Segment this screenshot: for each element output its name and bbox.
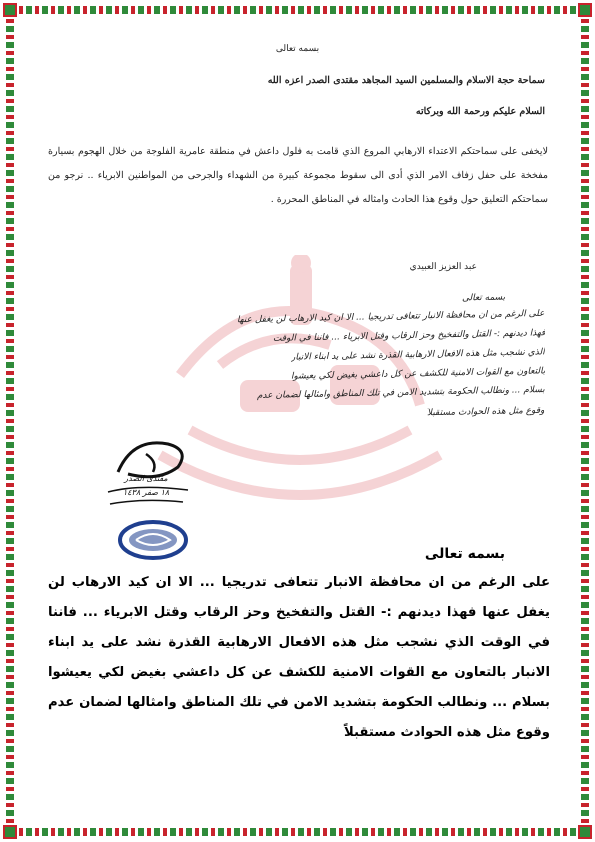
handwritten-line: بالتعاون مع القوات الامنية للكشف عن كل داعشي بغيض لكي يعيشوا xyxy=(290,366,545,382)
handwritten-line: وقوع مثل هذه الحوادث مستقبلاً xyxy=(427,405,546,419)
border-top xyxy=(10,6,585,14)
handwritten-line: الذي نشجب مثل هذه الافعال الارهابية القذرة نشد على يد ابناء الانبار xyxy=(291,347,545,363)
border-corner xyxy=(3,825,17,839)
letter-bismillah: بسمه تعالى xyxy=(275,44,320,54)
transcription-title: بسمه تعالى xyxy=(424,546,505,562)
border-left xyxy=(6,10,14,832)
letter-addressee: سماحة حجة الاسلام والمسلمين السيد المجاهد مقتدى الصدر اعزه الله xyxy=(267,75,545,86)
handwritten-reply xyxy=(55,293,545,433)
handwritten-line: بسمه تعالى xyxy=(461,292,506,304)
border-corner xyxy=(578,825,592,839)
border-bottom xyxy=(10,828,585,836)
letter-body: لايخفى على سماحتكم الاعتداء الارهابي المروع الذي قامت به فلول داعش في منطقة عامرية الفلوجة من خلال الهجوم بسيارة مفخخة على حفل زفاف الامر الذي أدى الى سقوط مجموعة كبيرة من الشهداء والجرحى من المواطنين الابرياء .. نرجو من سماحتكم التعليق حول وقوع هذا الحادث وامثاله في المناطق المحررة . xyxy=(48,146,548,205)
handwritten-line: بسلام ... ونطالب الحكومة بتشديد الامن في تلك المناطق وامثالها لضمان عدم xyxy=(256,384,545,402)
signature-block xyxy=(98,432,208,562)
border-right xyxy=(581,10,589,832)
signature-date: ١٨ صفر ١٤٣٨ xyxy=(122,488,170,497)
handwritten-line: فهذا ديدنهم :- القتل والتفخيخ وحز الرقاب وقتل الابرياء ... فاننا في الوقت xyxy=(272,328,545,344)
border-corner xyxy=(578,3,592,17)
signature-scribble-icon xyxy=(98,432,208,562)
handwritten-lines xyxy=(55,293,545,433)
letter-signer: عبد العزيز العبيدي xyxy=(409,262,477,272)
letter-greeting: السلام عليكم ورحمة الله وبركاته xyxy=(415,106,545,117)
handwritten-line: على الرغم من ان محافظة الانبار تتعافى تدريجيا ... الا ان كيد الارهاب لن يغفل عنها xyxy=(237,308,545,326)
transcription-body: على الرغم من ان محافظة الانبار تتعافى تدريجيا ... الا ان كيد الارهاب لن يغفل عنها فهذا ديدنهم :- القتل والتفخيخ وحز الرقاب وقتل الابرياء ... فاننا في الوقت الذي نشجب مثل هذه الافعال الارهابية القذرة نشد على يد ابناء الانبار بالتعاون مع القوات الامنية للكشف عن كل داعشي بغيض لكي يعيشوا بسلام ... ونطالب الحكومة بتشديد الامن في تلك المناطق وامثالها لضمان عدم وقوع مثل هذه الحوادث مستقبلاً xyxy=(48,575,550,740)
signature-name: مقتدى الصدر xyxy=(124,474,168,483)
border-corner xyxy=(3,3,17,17)
